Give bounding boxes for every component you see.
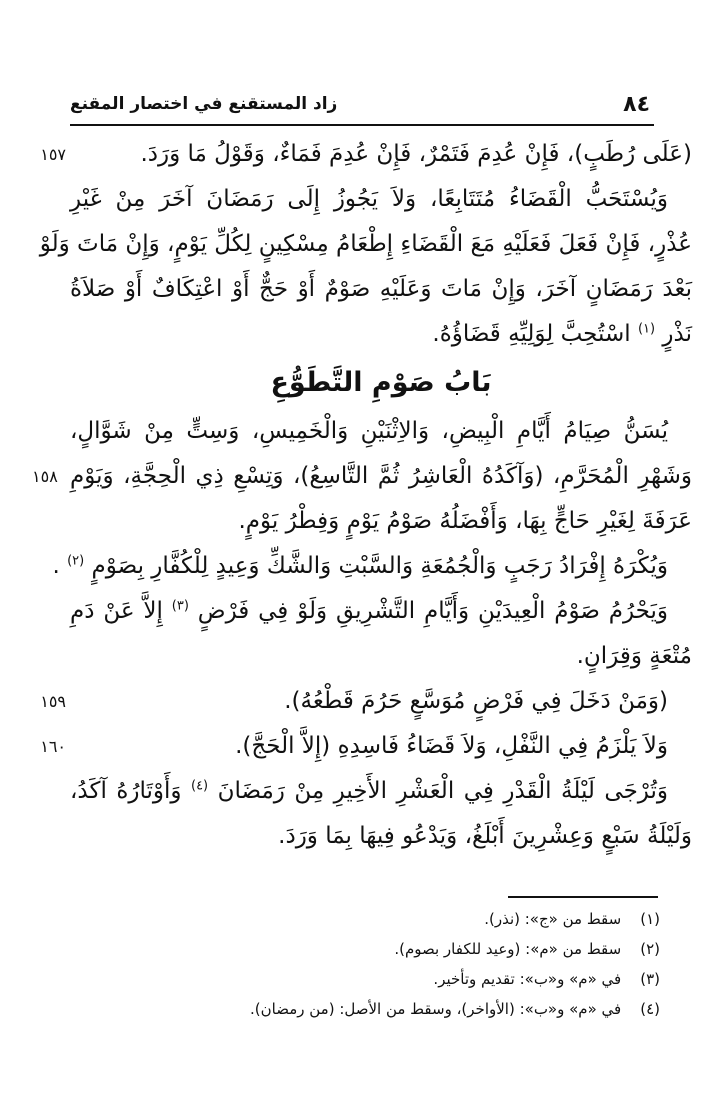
footnote-rule (508, 896, 658, 898)
text-line (70, 814, 692, 859)
line-text: يُسَنُّ صِيَامُ أَيَّامِ الْبِيضِ، وَالاِثْنَيْنِ وَالْخَمِيسِ، وَسِتٍّ مِنْ شَوَّالٍ، (70, 418, 668, 444)
footnote-marker: (٣) (171, 598, 189, 614)
line-text: اسْتُحِبَّ لِوَلِيِّهِ قَضَاؤُهُ. (432, 321, 631, 347)
text-line (70, 634, 692, 679)
line-text: وَأَوْتَارُهُ آكَدُ، (70, 778, 182, 804)
line-text: عُذْرٍ، فَإِنْ فَعَلَ فَعَلَيْهِ مَعَ الْقَضَاءِ إِطْعَامُ مِسْكِينٍ لِكُلِّ يَوْمٍ، وَإِنْ مَاتَ وَلَوْ (39, 231, 692, 257)
footnote-marker: (٤) (190, 778, 209, 794)
issue-number: ١٥٩ (40, 692, 66, 711)
line-text: وَلَيْلَةُ سَبْعٍ وَعِشْرِينَ أَبْلَغُ، وَيَدْعُو فِيهَا بِمَا وَرَدَ. (278, 823, 692, 849)
footnote-number: (٢) (640, 940, 660, 958)
line-text: مُتْعَةٍ وَقِرَانٍ. (576, 643, 692, 669)
footnote-marker: (٢) (67, 553, 85, 569)
text-line (32, 454, 692, 499)
text-line (70, 769, 692, 814)
footnote-text: سقط من «ج»: (نذر). (484, 910, 622, 928)
footnote (70, 934, 660, 964)
header-rule (70, 124, 654, 126)
footnote (70, 994, 660, 1024)
footnote-text: في «م» و«ب»: تقديم وتأخير. (433, 970, 622, 988)
line-text: (عَلَى رُطَبٍ)، فَإِنْ عُدِمَ فَتَمْرٌ، فَإِنْ عُدِمَ فَمَاءٌ، وَقَوْلُ مَا وَرَدَ. (140, 141, 692, 167)
text-line (70, 409, 692, 454)
text-line (40, 679, 692, 724)
text-line (52, 544, 692, 589)
text-line (70, 589, 692, 634)
line-text: نَذْرٍ (662, 321, 692, 347)
line-text: عَرَفَةَ لِغَيْرِ حَاجٍّ بِهَا، وَأَفْضَلُهُ صَوْمُ يَوْمٍ وَفِطْرُ يَوْمٍ. (238, 508, 692, 534)
issue-number: ١٦٠ (40, 737, 66, 756)
issue-number: ١٥٧ (40, 145, 66, 164)
running-title: زاد المستقنع في اختصار المقنع (70, 94, 338, 114)
footnote-number: (٣) (640, 970, 660, 988)
footnote-number: (٤) (640, 1000, 660, 1018)
line-text: بَعْدَ رَمَضَانٍ آخَرَ، وَإِنْ مَاتَ وَعَلَيْهِ صَوْمٌ أَوْ حَجٌّ أَوْ اعْتِكَافٌ أَوْ صَلاَةُ (70, 276, 692, 302)
text-line (40, 724, 692, 769)
footnote-marker: (١) (637, 321, 656, 337)
line-text: . (52, 553, 60, 579)
text-line (70, 267, 692, 312)
line-text: وَتُرْجَى لَيْلَةُ الْقَدْرِ فِي الْعَشْرِ الأَخِيرِ مِنْ رَمَضَانَ (217, 778, 668, 804)
footnote-text: في «م» و«ب»: (الأواخر)، وسقط من الأصل: (من رمضان). (249, 1000, 622, 1018)
text-line (70, 312, 692, 357)
line-text: وَيُسْتَحَبُّ الْقَضَاءُ مُتَتَابِعًا، وَلاَ يَجُوزُ إِلَى رَمَضَانَ آخَرَ مِنْ غَيْرِ (70, 186, 668, 212)
line-text: (وَمَنْ دَخَلَ فِي فَرْضٍ مُوَسَّعٍ حَرُمَ قَطْعُهُ). (284, 688, 668, 714)
footnotes (70, 904, 660, 1024)
line-text: وَيَحْرُمُ صَوْمُ الْعِيدَيْنِ وَأَيَّامِ التَّشْرِيقِ وَلَوْ فِي فَرْضٍ (197, 598, 669, 624)
text-line (70, 177, 692, 222)
line-text: وَلاَ يَلْزَمُ فِي النَّفْلِ، وَلاَ قَضَاءُ فَاسِدِهِ (إِلاَّ الْحَجَّ). (235, 733, 668, 759)
chapter-heading: بَابُ صَوْمِ التَّطَوُّعِ (270, 367, 492, 398)
line-text: إِلاَّ عَنْ دَمِ (70, 598, 163, 624)
line-text: وَيُكْرَهُ إِفْرَادُ رَجَبٍ وَالْجُمُعَةِ وَالسَّبْتِ وَالشَّكِّ وَعِيدٍ لِلْكُفَّارِ بِصَوْمٍ (91, 553, 668, 579)
page-header (70, 92, 650, 122)
footnote-text: سقط من «م»: (وعيد للكفار بصوم). (394, 940, 622, 958)
main-text (32, 132, 692, 859)
footnote (70, 904, 660, 934)
line-text: وَشَهْرِ الْمُحَرَّمِ، (وَآكَدُهُ الْعَاشِرُ ثُمَّ التَّاسِعُ)، وَتِسْعِ ذِي الْحِجَّةِ، وَيَوْمِ (70, 463, 692, 489)
text-line (39, 222, 692, 267)
text-line (40, 132, 692, 177)
issue-number: ١٥٨ (32, 467, 58, 486)
page-number: ٨٤ (623, 92, 650, 117)
text-line (70, 499, 692, 544)
footnote-number: (١) (640, 910, 660, 928)
footnote (70, 964, 660, 994)
